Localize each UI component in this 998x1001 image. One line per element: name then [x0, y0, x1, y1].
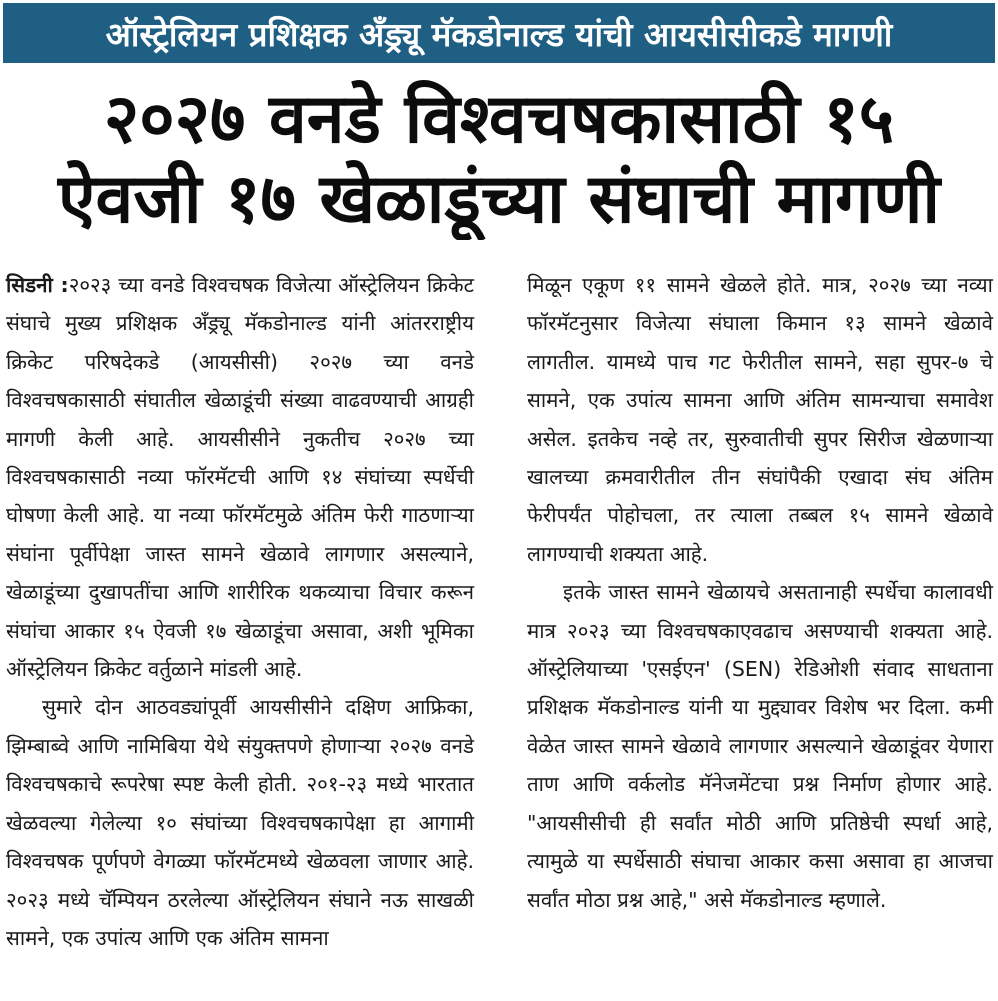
article-paragraph: [6, 266, 474, 688]
article-paragraph: मिळून एकूण ११ सामने खेळले होते. मात्र, २०२७ च्या नव्या फॉरमॅटनुसार विजेत्या संघाला किमान १३ सामने खेळावे लागतील. यामध्ये पाच गट फेरीतील सामने, सहा सुपर-७ चे सामने, एक उपांत्य सामना आणि अंतिम सामन्याचा समावेश असेल. इतकेच नव्हे तर, सुरुवातीची सुपर सिरीज खेळणाऱ्या खालच्या क्रमवारीतील तीन संघांपैकी एखादा संघ अंतिम फेरीपर्यंत पोहोचला, तर त्याला तब्बल १५ सामने खेळावे लागण्याची शक्यता आहे.: [527, 273, 993, 566]
paragraph-text: २०२३ च्या वनडे विश्वचषक विजेत्या ऑस्ट्रेलियन क्रिकेट संघाचे मुख्य प्रशिक्षक अँड्र्यू मॅकडोनाल्ड यांनी आंतरराष्ट्रीय क्रिकेट परिषदेकडे (आयसीसी) २०२७ च्या वनडे विश्वचषकासाठी संघातील खेळाडूंची संख्या वाढवण्याची आग्रही मागणी केली आहे. आयसीसीने नुकतीच २०२७ च्या विश्वचषकासाठी नव्या फॉरमॅटची आणि १४ संघांच्या स्पर्धेची घोषणा केली आहे. या नव्या फॉरमॅटमुळे अंतिम फेरी गाठणाऱ्या संघांना पूर्वीपेक्षा जास्त सामने खेळावे लागणार असल्याने, खेळाडूंच्या दुखापतींचा आणि शारीरिक थकव्याचा विचार करून संघांचा आकार १५ ऐवजी १७ खेळाडूंचा असावा, अशी भूमिका ऑस्ट्रेलियन क्रिकेट वर्तुळाने मांडली आहे.: [6, 273, 474, 682]
kicker-banner: [3, 3, 995, 63]
dateline: सिडनी :: [6, 273, 69, 297]
headline-line-1: २०२७ वनडे विश्वचषकासाठी १५: [103, 80, 895, 159]
article-column-right: [527, 266, 993, 919]
article-paragraph: सुमारे दोन आठवड्यांपूर्वी आयसीसीने दक्षिण आफ्रिका, झिम्बाब्वे आणि नामिबिया येथे संयुक्तपणे होणाऱ्या २०२७ वनडे विश्वचषकाचे रूपरेषा स्पष्ट केली होती. २०१-२३ मध्ये भारतात खेळवल्या गेलेल्या १० संघांच्या विश्वचषकापेक्षा हा आगामी विश्वचषक पूर्णपणे वेगळ्या फॉरमॅटमध्ये खेळवला जाणार आहे. २०२३ मध्ये चॅम्पियन ठरलेल्या ऑस्ट्रेलियन संघाने नऊ साखळी सामने, एक उपांत्य आणि एक अंतिम सामना: [6, 695, 474, 950]
headline: [0, 80, 998, 240]
kicker-text: ऑस्ट्रेलियन प्रशिक्षक अँड्र्यू मॅकडोनाल्ड यांची आयसीसीकडे मागणी: [105, 14, 893, 54]
article-paragraph: इतके जास्त सामने खेळायचे असतानाही स्पर्धेचा कालावधी मात्र २०२३ च्या विश्वचषकाएवढाच असण्याची शक्यता आहे. ऑस्ट्रेलियाच्या 'एसईएन' (SEN) रेडिओशी संवाद साधताना प्रशिक्षक मॅकडोनाल्ड यांनी या मुद्द्यावर विशेष भर दिला. कमी वेळेत जास्त सामने खेळावे लागणार असल्याने खेळाडूंवर येणारा ताण आणि वर्कलोड मॅनेजमेंटचा प्रश्न निर्माण होणार आहे. "आयसीसीची ही सर्वांत मोठी आणि प्रतिष्ठेची स्पर्धा आहे, त्यामुळे या स्पर्धेसाठी संघाचा आकार कसा असावा हा आजचा सर्वांत मोठा प्रश्न आहे," असे मॅकडोनाल्ड म्हणाले.: [527, 580, 993, 912]
article-column-left: [6, 266, 474, 957]
headline-line-2: ऐवजी १७ खेळाडूंच्या संघाची मागणी: [57, 160, 941, 239]
